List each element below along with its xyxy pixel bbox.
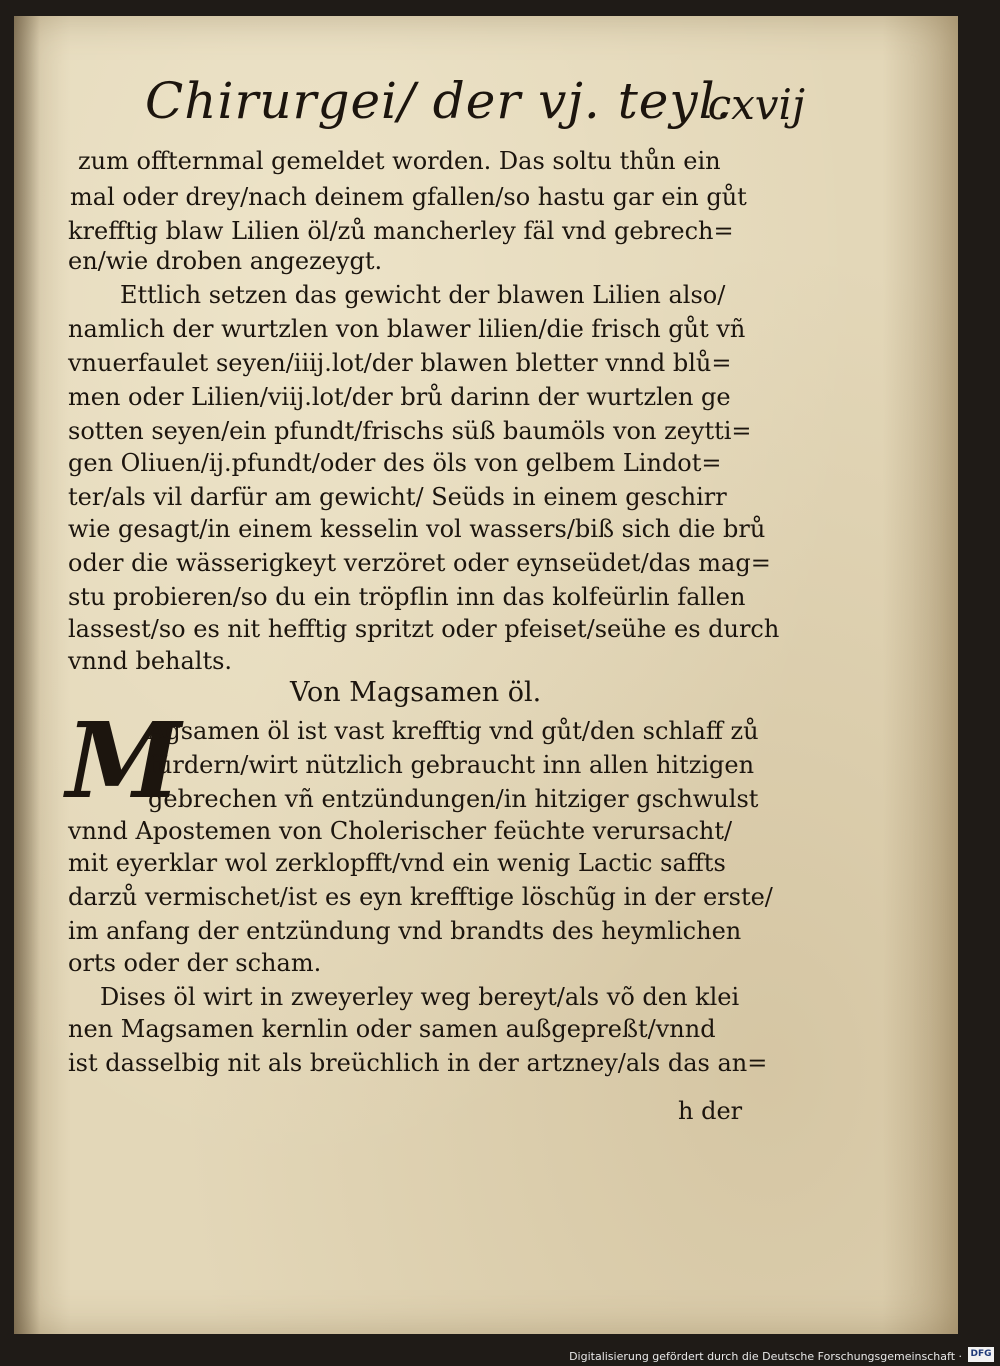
text-line: vnuerfaulet seyen/iiij.lot/der blawen bletter vnnd blů= [68,349,732,377]
text-line: zum offternmal gemeldet worden. Das soltu thůn ein [78,147,721,175]
text-line: sotten seyen/ein pfundt/frischs süß baumöls von zeytti= [68,417,752,445]
text-line: oder die wässerigkeyt verzöret oder eynseüdet/das mag= [68,549,771,577]
text-line: mal oder drey/nach deinem gfallen/so hastu gar ein gůt [70,183,747,211]
folio-number: cxvij [707,80,805,129]
text-line: Agsamen öl ist vast krefftig vnd gůt/den schlaff zů [148,717,759,745]
text-line: vnnd Apostemen von Cholerischer feüchte verursacht/ [68,817,733,845]
text-line: fürdern/wirt nützlich gebraucht inn allen hitzigen [148,751,755,779]
text-line: wie gesagt/in einem kesselin vol wassers/biß sich die brů [68,515,766,543]
text-line: men oder Lilien/viij.lot/der brů darinn der wurtzlen ge [68,383,731,411]
text-line: krefftig blaw Lilien öl/zů mancherley fäl vnd gebrech= [68,217,734,245]
text-line: namlich der wurtzlen von blawer lilien/die frisch gůt vñ [68,315,746,343]
running-title: Chirurgei/ der vj. teyl. [145,72,733,130]
text-line: ter/als vil darfür am gewicht/ Seüds in einem geschirr [68,483,727,511]
text-line: nen Magsamen kernlin oder samen außgepreßt/vnnd [68,1015,716,1043]
digitization-credit: Digitalisierung gefördert durch die Deutsche Forschungsgemeinschaft · [569,1350,962,1363]
catchword: h der [678,1097,743,1125]
text-line: lassest/so es nit hefftig spritzt oder pfeiset/seühe es durch [68,615,780,643]
text-line: Ettlich setzen das gewicht der blawen Lilien also/ [120,281,726,309]
dfg-logo: DFG [968,1347,994,1362]
running-header [145,72,805,142]
decorated-initial: M [66,699,182,822]
section-heading: Von Magsamen öl. [290,677,542,708]
text-line: stu probieren/so du ein tröpflin inn das kolfeürlin fallen [68,583,746,611]
text-line: ist dasselbig nit als breüchlich in der artzney/als das an= [68,1049,768,1077]
text-line: darzů vermischet/ist es eyn krefftige löschũg in der erste/ [68,883,773,911]
text-line: Dises öl wirt in zweyerley weg bereyt/als võ den klei [100,983,740,1011]
text-line: gen Oliuen/ij.pfundt/oder des öls von gelbem Lindot= [68,449,722,477]
text-line: gebrechen vñ entzündungen/in hitziger gschwulst [148,785,759,813]
text-line: en/wie droben angezeygt. [68,247,383,275]
text-line: mit eyerklar wol zerklopfft/vnd ein wenig Lactic saffts [68,849,726,877]
text-line: im anfang der entzündung vnd brandts des heymlichen [68,917,742,945]
text-line: orts oder der scham. [68,949,322,977]
text-line: vnnd behalts. [68,647,233,675]
